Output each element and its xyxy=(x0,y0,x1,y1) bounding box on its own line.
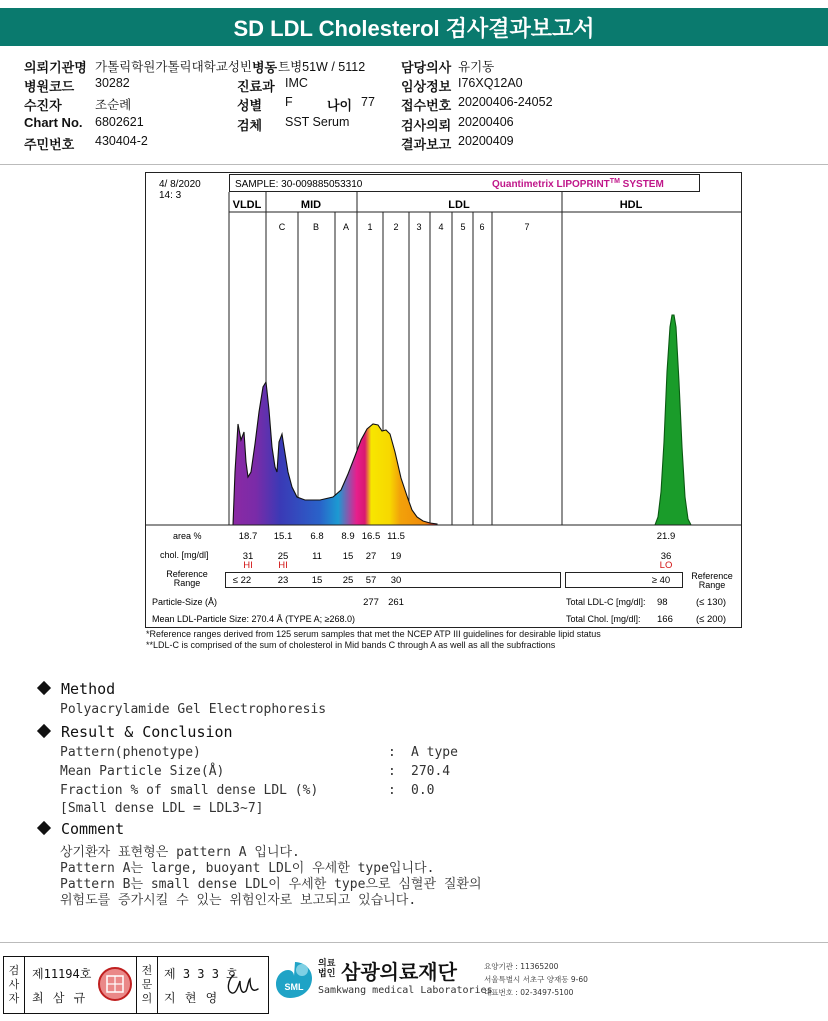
hdl-ref-label: Reference Range xyxy=(691,571,733,590)
method-text: Polyacrylamide Gel Electrophoresis xyxy=(60,702,327,717)
chol-vldl: 31 xyxy=(242,551,254,562)
result-size-value: 270.4 xyxy=(411,764,451,779)
result-size-label: Mean Particle Size(Å) xyxy=(60,764,225,779)
band-label-6: 6 xyxy=(479,222,485,232)
org-contact-info: 요양기관 : 11365200 서울특별시 서초구 양재동 9-60 대표번호 : 02-3497-5100 xyxy=(484,962,588,997)
sex-label: 성별 xyxy=(237,98,263,113)
chart-no-value: 6802621 xyxy=(95,115,144,129)
total-ldl-label: Total LDL-C [mg/dl]: xyxy=(566,597,646,607)
specimen-label: 검체 xyxy=(237,118,263,133)
band-label-1: 1 xyxy=(367,222,373,232)
age-label: 나이 xyxy=(327,98,353,113)
red-seal-icon xyxy=(96,965,134,1003)
org-name: 삼광의료재단 xyxy=(341,960,457,984)
report-date-value: 20200409 xyxy=(458,134,514,148)
ref-row-label: Reference Range xyxy=(166,569,208,588)
specialist-license: 제 3 3 3 호 xyxy=(164,967,238,981)
clinical-info-label: 임상정보 xyxy=(401,79,452,94)
result-pattern-value: A type xyxy=(411,745,458,760)
dept-label: 진료과 xyxy=(237,79,275,94)
total-chol-value: 166 xyxy=(657,614,673,625)
chol-hdl: 36 xyxy=(660,551,672,562)
result-colon: : xyxy=(388,745,396,760)
sex-value: F xyxy=(285,95,293,109)
comment-line-1: 상기환자 표현형은 pattern A 입니다. xyxy=(60,845,300,860)
band-label-5: 5 xyxy=(460,222,466,232)
hospital-label: 의뢰기관명 xyxy=(24,60,87,75)
band-label-c: C xyxy=(278,222,286,232)
chol-a: 15 xyxy=(342,551,354,562)
flag-vldl: HI xyxy=(243,560,253,571)
hospital-value: 가톨릭학원가톨릭대학교성빈 xyxy=(95,60,252,74)
particle-size-2: 261 xyxy=(388,597,404,608)
method-heading: Method xyxy=(36,680,115,698)
band-label-3: 3 xyxy=(416,222,422,232)
doctor-value: 유기동 xyxy=(458,60,495,74)
ref-ldl1: 57 xyxy=(365,575,377,586)
ref-a: 25 xyxy=(342,575,354,586)
chol-ldl2: 19 xyxy=(390,551,402,562)
total-chol-label: Total Chol. [mg/dl]: xyxy=(566,614,641,624)
chart-frame xyxy=(146,173,742,628)
ref-ldl2: 30 xyxy=(390,575,402,586)
resident-no-label: 주민번호 xyxy=(24,137,75,152)
area-ldl1: 16.5 xyxy=(361,531,381,542)
ref-hdl: ≥ 40 xyxy=(651,575,671,586)
brand-name: Quantimetrix LIPOPRINT™ SYSTEM xyxy=(492,178,664,190)
result-subnote: [Small dense LDL = LDL3~7] xyxy=(60,801,264,816)
comment-line-2: Pattern A는 large, buoyant LDL이 우세한 type입니다. xyxy=(60,861,435,876)
ward-label: 병동 xyxy=(252,60,278,75)
area-c: 15.1 xyxy=(273,531,293,542)
footnote-reference: *Reference ranges derived from 125 serum samples that met the NCEP ATP III guidelines for desirable lipid status xyxy=(146,629,601,639)
receipt-no-label: 접수번호 xyxy=(401,98,452,113)
patient-name-value: 조순례 xyxy=(95,98,132,112)
org-prefix: 의료 법인 xyxy=(318,959,336,979)
area-hdl: 21.9 xyxy=(656,531,676,542)
diamond-bullet-icon xyxy=(37,821,51,835)
chart-footnotes xyxy=(146,629,601,650)
mean-ldl-size: Mean LDL-Particle Size: 270.4 Å (TYPE A; ≥268.0) xyxy=(152,614,356,624)
flag-hdl: LO xyxy=(659,560,673,571)
group-mid: MID xyxy=(300,199,322,211)
resident-no-value: 430404-2 xyxy=(95,134,148,148)
total-ldl-ref: (≤ 130) xyxy=(696,597,727,608)
receipt-no-value: 20200406-24052 xyxy=(458,95,553,109)
specialist-label: 전문의 xyxy=(136,957,158,1013)
band-label-b: B xyxy=(312,222,320,232)
patient-name-label: 수진자 xyxy=(24,98,62,113)
handwritten-signature xyxy=(222,967,262,1001)
chol-row-label: chol. [mg/dl] xyxy=(160,550,209,560)
chol-ldl1: 27 xyxy=(365,551,377,562)
request-date-label: 검사의뢰 xyxy=(401,118,452,133)
signature-box xyxy=(3,956,269,1014)
specimen-value: SST Serum xyxy=(285,115,350,129)
result-pattern-label: Pattern(phenotype) xyxy=(60,745,201,760)
area-vldl: 18.7 xyxy=(238,531,258,542)
hospital-code-value: 30282 xyxy=(95,76,130,90)
group-hdl: HDL xyxy=(619,199,643,211)
diamond-bullet-icon xyxy=(37,681,51,695)
total-ldl-value: 98 xyxy=(657,597,668,608)
technologist-label: 검사자 xyxy=(4,957,25,1013)
footnote-ldlc: **LDL-C is comprised of the sum of cholesterol in Mid bands C through A as well as all the subfractions xyxy=(146,639,556,650)
comment-line-3: Pattern B는 small dense LDL이 우세한 type으로 심혈관 질환의 xyxy=(60,877,482,892)
result-fraction-value: 0.0 xyxy=(411,783,435,798)
sample-id: SAMPLE: 30-009885053310 xyxy=(235,179,363,190)
chol-b: 11 xyxy=(312,551,322,562)
area-a: 8.9 xyxy=(341,531,355,542)
chol-c: 25 xyxy=(277,551,289,562)
result-colon: : xyxy=(388,764,396,779)
report-title: SD LDL Cholesterol 검사결과보고서 xyxy=(0,8,828,46)
dept-value: IMC xyxy=(285,76,308,90)
clinical-info-value: I76XQ12A0 xyxy=(458,76,523,90)
footer-divider xyxy=(0,942,828,943)
lipoprint-chart xyxy=(145,172,742,630)
patient-header xyxy=(0,52,828,160)
band-label-7: 7 xyxy=(524,222,530,232)
hospital-code-label: 병원코드 xyxy=(24,79,75,94)
svg-text:SML: SML xyxy=(284,982,304,992)
ref-c: 23 xyxy=(277,575,289,586)
chart-date: 4/ 8/2020 xyxy=(159,179,201,190)
result-colon: : xyxy=(388,783,396,798)
total-chol-ref: (≤ 200) xyxy=(696,614,727,625)
technologist-name: 최 삼 규 xyxy=(32,991,87,1005)
particle-size-1: 277 xyxy=(363,597,379,608)
chart-time: 14: 3 xyxy=(159,190,182,201)
request-date-value: 20200406 xyxy=(458,115,514,129)
ref-b: 15 xyxy=(311,575,323,586)
comment-heading: Comment xyxy=(36,820,124,838)
area-row-label: area % xyxy=(173,531,202,541)
band-label-a: A xyxy=(342,222,350,232)
area-b: 6.8 xyxy=(310,531,324,542)
doctor-label: 담당의사 xyxy=(401,60,452,75)
technologist-license: 제11194호 xyxy=(32,967,92,981)
particle-size-label: Particle-Size (Å) xyxy=(152,597,218,607)
chart-no-label: Chart No. xyxy=(24,115,83,130)
ward-value: 트병51W / 5112 xyxy=(278,60,366,74)
result-heading: Result & Conclusion xyxy=(36,723,233,741)
sml-logo-icon xyxy=(272,958,318,1004)
result-fraction-label: Fraction % of small dense LDL (%) xyxy=(60,783,319,798)
specialist-name: 지 현 영 xyxy=(164,991,219,1005)
group-ldl: LDL xyxy=(448,199,470,211)
org-english-name: Samkwang medical Laboratories xyxy=(318,985,493,996)
report-date-label: 결과보고 xyxy=(401,137,452,152)
area-ldl2: 11.5 xyxy=(387,531,405,542)
report-footer xyxy=(0,946,828,1021)
band-label-2: 2 xyxy=(393,222,399,232)
diamond-bullet-icon xyxy=(37,724,51,738)
flag-c: HI xyxy=(278,560,288,571)
band-label-4: 4 xyxy=(438,222,444,232)
comment-line-4: 위험도를 증가시킬 수 있는 위험인자로 보고되고 있습니다. xyxy=(60,893,417,908)
age-value: 77 xyxy=(361,95,375,109)
group-vldl: VLDL xyxy=(232,199,262,211)
ref-vldl: ≤ 22 xyxy=(232,575,252,586)
header-divider xyxy=(0,164,828,165)
